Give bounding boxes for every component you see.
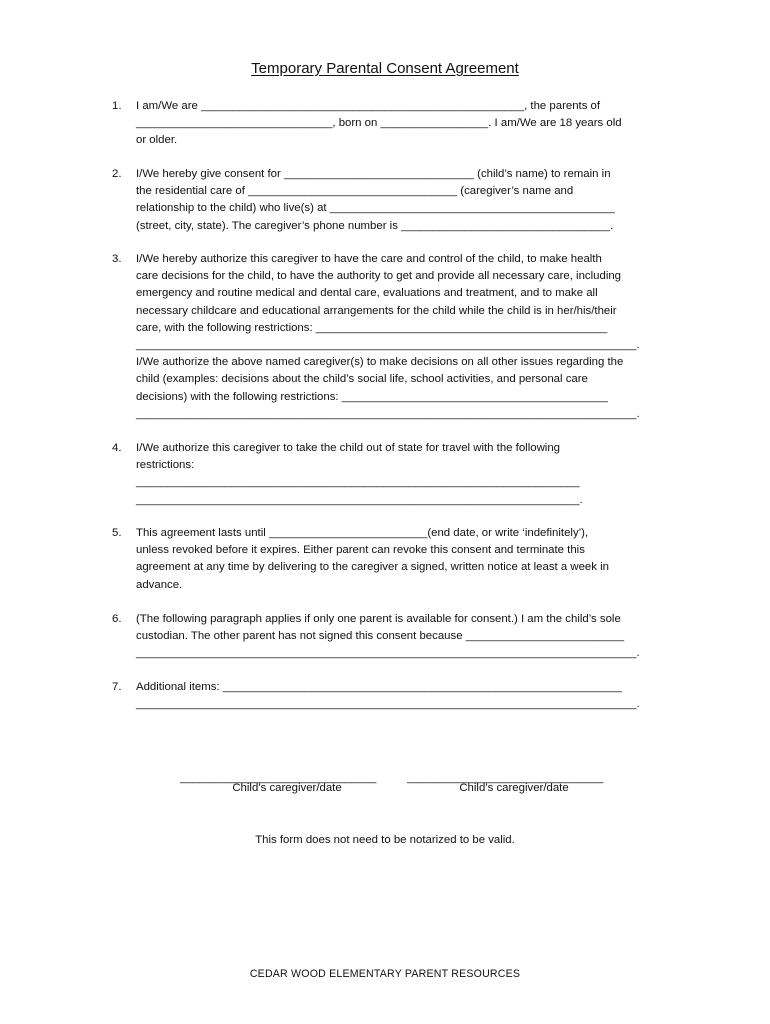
item-line: _______________________________________________________________________________. [136, 407, 640, 420]
signature-line-2: _______________________________ [407, 772, 604, 784]
item-line: (The following paragraph applies if only one parent is available for consent.) I am the child’s sole [136, 613, 621, 625]
signature-label-2: Child’s caregiver/date [459, 782, 569, 794]
item-line: care decisions for the child, to have the authority to get and provide all necessary care, including [136, 270, 622, 283]
item-line: advance. [136, 578, 183, 591]
item-line: relationship to the child) who live(s) at _____________________________________________ [136, 202, 615, 215]
item-line: care, with the following restrictions: ______________________________________________ [136, 321, 608, 334]
notarization-note: This form does not need to be notarized to be valid. [255, 834, 515, 846]
item-number: 6. [112, 613, 122, 625]
item-line: ______________________________________________________________________. [136, 493, 583, 506]
signature-line-1: _______________________________ [180, 772, 377, 784]
item-line: agreement at any time by delivering to the caregiver a signed, written notice at least a week in [136, 561, 609, 574]
item-number: 5. [112, 527, 122, 539]
item-body [136, 166, 682, 235]
item-line: the residential care of _________________________________ (caregiver’s name and [136, 185, 574, 198]
item-line: _______________________________________________________________________________. [136, 647, 640, 660]
item-4 [112, 440, 682, 509]
item-line: restrictions: [136, 459, 195, 472]
item-line: I/We authorize this caregiver to take the child out of state for travel with the following [136, 442, 560, 454]
item-line: custodian. The other parent has not signed this consent because _________________________ [136, 630, 625, 643]
item-line: _______________________________, born on _________________. I am/We are 18 years old [136, 117, 622, 130]
page-footer: CEDAR WOOD ELEMENTARY PARENT RESOURCES [249, 968, 521, 980]
item-body [136, 440, 682, 509]
item-line: decisions) with the following restrictions: __________________________________________ [136, 390, 608, 403]
item-line: _______________________________________________________________________________. [136, 339, 640, 352]
item-line: ______________________________________________________________________ [136, 476, 580, 489]
item-5 [112, 525, 682, 594]
document-title: Temporary Parental Consent Agreement [251, 60, 519, 77]
item-body [136, 251, 682, 423]
item-line: child (examples: decisions about the child’s social life, school activities, and personal care [136, 373, 588, 386]
item-6 [112, 611, 682, 663]
signature-label-1: Child’s caregiver/date [232, 782, 342, 794]
item-3 [112, 251, 682, 423]
item-body [136, 611, 682, 663]
item-line: Additional items: _______________________________________________________________ [136, 681, 622, 693]
item-line: emergency and routine medical and dental care, evaluations and treatment, and to make all [136, 287, 598, 300]
item-7 [112, 679, 682, 713]
item-line: I/We hereby authorize this caregiver to have the care and control of the child, to make health [136, 253, 602, 265]
item-line: necessary childcare and educational arrangements for the child while the child is in her/his/their [136, 304, 617, 317]
item-line: I/We authorize the above named caregiver(s) to make decisions on all other issues regarding the [136, 356, 624, 369]
item-2 [112, 166, 682, 235]
item-number: 1. [112, 100, 122, 112]
item-line: This agreement lasts until _________________________(end date, or write ‘indefinitely’), [136, 527, 589, 539]
item-number: 4. [112, 442, 122, 454]
item-1 [112, 98, 682, 150]
item-line: I/We hereby give consent for ______________________________ (child’s name) to remain in [136, 168, 611, 180]
item-body [136, 98, 682, 150]
item-body [136, 679, 682, 713]
item-line: unless revoked before it expires. Either parent can revoke this consent and terminate this [136, 544, 585, 557]
item-line: or older. [136, 134, 178, 147]
item-number: 2. [112, 168, 122, 180]
item-line: _______________________________________________________________________________. [136, 698, 640, 711]
item-line: (street, city, state). The caregiver’s phone number is _________________________________. [136, 219, 614, 232]
item-line: I am/We are ___________________________________________________, the parents of [136, 100, 601, 112]
item-number: 3. [112, 253, 122, 265]
item-body [136, 525, 682, 594]
item-number: 7. [112, 681, 122, 693]
